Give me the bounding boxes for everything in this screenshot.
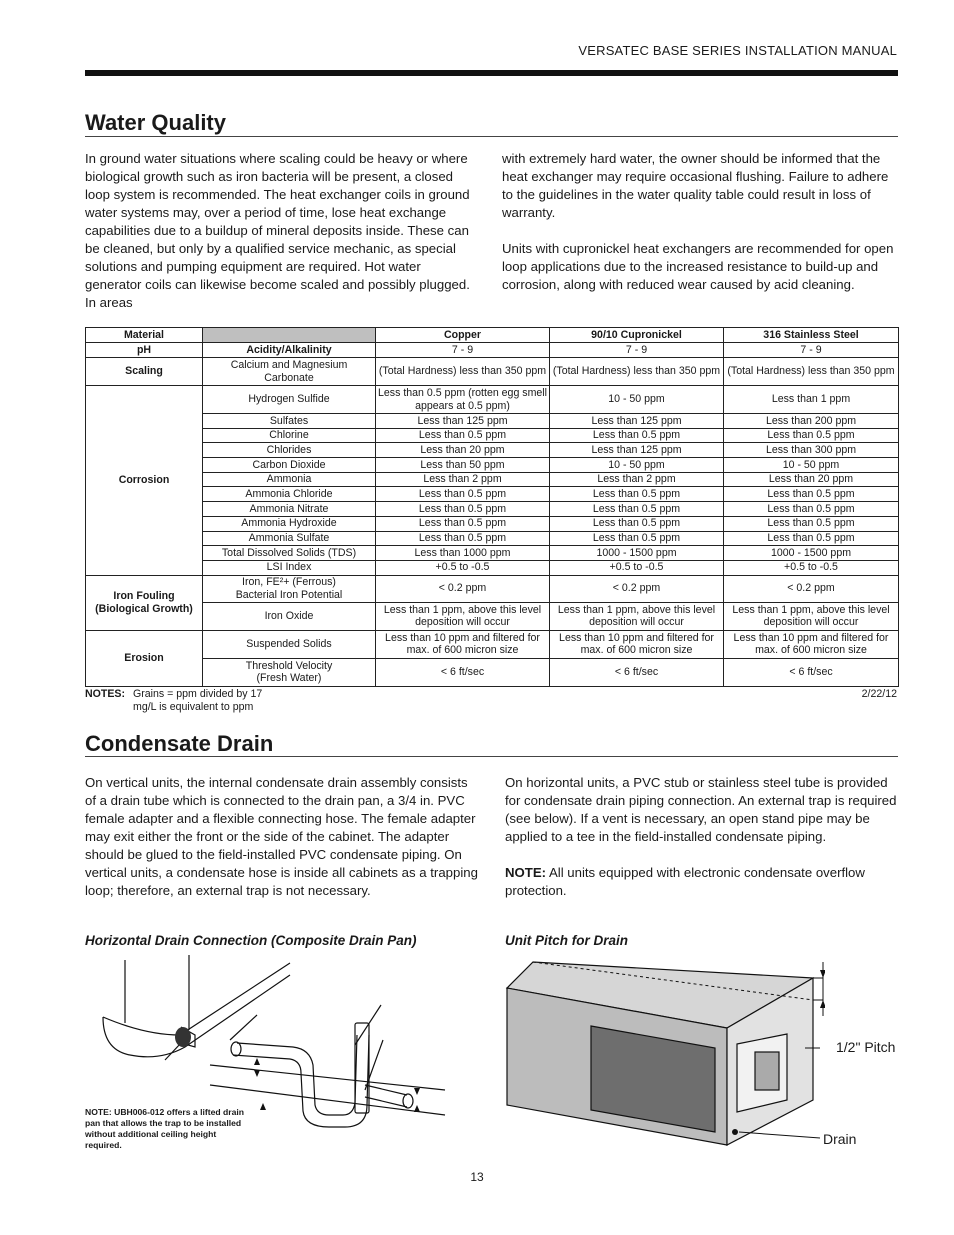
value-cell: 7 - 9 bbox=[376, 343, 550, 358]
value-cell: +0.5 to -0.5 bbox=[724, 560, 899, 575]
value-cell: Less than 300 ppm bbox=[724, 443, 899, 458]
unit-pitch-illustration bbox=[505, 960, 825, 1150]
value-cell: (Total Hardness) less than 350 ppm bbox=[376, 358, 550, 386]
value-cell: Less than 0.5 ppm bbox=[724, 487, 899, 502]
value-cell: Less than 0.5 ppm bbox=[724, 502, 899, 517]
param-cell: Sulfates bbox=[203, 414, 376, 429]
right-figure-caption: Unit Pitch for Drain bbox=[505, 933, 629, 948]
value-cell: 1000 - 1500 ppm bbox=[724, 546, 899, 561]
trap-pipe bbox=[237, 1035, 357, 1115]
param-cell: Ammonia Chloride bbox=[203, 487, 376, 502]
table-row bbox=[86, 414, 899, 429]
row-label: Erosion bbox=[86, 630, 203, 686]
water-quality-col1 bbox=[85, 150, 480, 312]
value-cell: < 0.2 ppm bbox=[724, 575, 899, 602]
table-row bbox=[86, 386, 899, 414]
value-cell: Less than 0.5 ppm bbox=[376, 516, 550, 531]
table-row bbox=[86, 472, 899, 487]
row-label-line: (Biological Growth) bbox=[95, 602, 193, 615]
table-row bbox=[86, 428, 899, 443]
note-paragraph bbox=[505, 864, 898, 900]
row-label: Corrosion bbox=[86, 386, 203, 576]
value-cell: Less than 20 ppm bbox=[724, 472, 899, 487]
note-label: NOTE: bbox=[505, 865, 547, 880]
value-cell: Less than 125 ppm bbox=[550, 443, 724, 458]
table-row bbox=[86, 630, 899, 658]
value-cell: Less than 2 ppm bbox=[550, 472, 724, 487]
callout-line bbox=[355, 1005, 381, 1045]
table-row bbox=[86, 602, 899, 630]
param-cell: Iron Oxide bbox=[203, 602, 376, 630]
value-cell: +0.5 to -0.5 bbox=[376, 560, 550, 575]
value-cell: < 6 ft/sec bbox=[550, 658, 724, 686]
pipe-end bbox=[403, 1094, 413, 1108]
drain-outlet bbox=[732, 1129, 738, 1135]
value-cell: Less than 0.5 ppm bbox=[376, 502, 550, 517]
header-cell: 90/10 Cupronickel bbox=[550, 328, 724, 343]
value-cell: 7 - 9 bbox=[550, 343, 724, 358]
drain-pan-edge bbox=[103, 963, 290, 1035]
row-label: pH bbox=[86, 343, 203, 358]
table-row bbox=[86, 487, 899, 502]
param-cell: Acidity/Alkalinity bbox=[203, 343, 376, 358]
value-cell: Less than 0.5 ppm bbox=[724, 516, 899, 531]
blower-icon bbox=[755, 1052, 779, 1090]
value-cell: Less than 125 ppm bbox=[376, 414, 550, 429]
value-cell: Less than 1000 ppm bbox=[376, 546, 550, 561]
value-cell: Less than 125 ppm bbox=[550, 414, 724, 429]
param-cell: Calcium and Magnesium Carbonate bbox=[203, 358, 376, 386]
row-label-line: Iron Fouling bbox=[113, 590, 175, 603]
paragraph: with extremely hard water, the owner should be informed that the heat exchanger may require occasional flushing. Failure to adhere to the guidelines in the water quality table could result in loss of warranty. bbox=[502, 151, 889, 220]
table-row bbox=[86, 560, 899, 575]
notes-label: NOTES: bbox=[85, 688, 126, 700]
value-cell: Less than 1 ppm, above this level deposition will occur bbox=[724, 602, 899, 630]
param-cell: Ammonia Hydroxide bbox=[203, 516, 376, 531]
header-cell: Copper bbox=[376, 328, 550, 343]
value-cell: Less than 0.5 ppm bbox=[550, 531, 724, 546]
arrow-up-icon bbox=[254, 1058, 260, 1065]
condensate-col2 bbox=[505, 774, 898, 900]
table-row bbox=[86, 458, 899, 473]
value-cell: < 6 ft/sec bbox=[724, 658, 899, 686]
value-cell: Less than 0.5 ppm bbox=[376, 487, 550, 502]
outlet-pipe bbox=[365, 1085, 407, 1095]
drain-label: Drain bbox=[823, 1131, 857, 1147]
param-cell: Suspended Solids bbox=[203, 630, 376, 658]
arrow-down-icon bbox=[254, 1070, 260, 1077]
pitch-label: 1/2" Pitch bbox=[836, 1039, 896, 1055]
table-date: 2/22/12 bbox=[861, 688, 897, 700]
value-cell: Less than 0.5 ppm bbox=[724, 428, 899, 443]
param-cell: Chlorides bbox=[203, 443, 376, 458]
pipe-end bbox=[231, 1042, 241, 1056]
arrow-up-icon bbox=[260, 1103, 266, 1110]
notes-line: mg/L is equivalent to ppm bbox=[133, 701, 254, 713]
value-cell: (Total Hardness) less than 350 ppm bbox=[550, 358, 724, 386]
value-cell: Less than 2 ppm bbox=[376, 472, 550, 487]
value-cell: Less than 20 ppm bbox=[376, 443, 550, 458]
value-cell: Less than 1 ppm bbox=[724, 386, 899, 414]
water-quality-table bbox=[85, 327, 899, 687]
value-cell: 1000 - 1500 ppm bbox=[550, 546, 724, 561]
note-text: All units equipped with electronic condensate overflow protection. bbox=[505, 865, 865, 898]
table-row bbox=[86, 516, 899, 531]
param-cell: Ammonia Nitrate bbox=[203, 502, 376, 517]
ceiling-line bbox=[210, 1065, 445, 1090]
table-row bbox=[86, 443, 899, 458]
paragraph: On vertical units, the internal condensate drain assembly consists of a drain tube which is connected to the drain pan, a 3/4 in. PVC female adapter and a flexible connecting hose. The female adapter may exit either the front or the side of the cabinet. The adapter should be glued to the field-installed PVC condensate piping. On vertical units, a condensate hose is inside all cabinets as a trapping loop; therefore, an external trap is not necessary. bbox=[85, 775, 478, 898]
param-cell: LSI Index bbox=[203, 560, 376, 575]
value-cell: Less than 10 ppm and filtered for max. of 600 micron size bbox=[724, 630, 899, 658]
drain-fitting bbox=[175, 1027, 191, 1047]
param-cell: Total Dissolved Solids (TDS) bbox=[203, 546, 376, 561]
value-cell: 10 - 50 ppm bbox=[550, 386, 724, 414]
value-cell: Less than 0.5 ppm bbox=[550, 487, 724, 502]
arrow-up-icon bbox=[414, 1105, 420, 1112]
value-cell: Less than 0.5 ppm bbox=[550, 502, 724, 517]
drain-leader-line bbox=[739, 1132, 820, 1138]
param-cell: Ammonia bbox=[203, 472, 376, 487]
paragraph: In ground water situations where scaling could be heavy or where biological growth such as iron bacteria will be present, a closed loop system is recommended. The heat exchanger coils in ground water systems may, over a period of time, lose heat exchange capabilities due to a buildup of mineral deposits inside. These can be cleaned, but only by a qualified service mechanic, as special solutions and pumping equipment are required. Hot water generator coils can likewise become scaled and possibly plugged. In areas bbox=[85, 151, 470, 310]
callout-line bbox=[230, 1015, 257, 1040]
table-row bbox=[86, 358, 899, 386]
value-cell: 7 - 9 bbox=[724, 343, 899, 358]
table-header-row bbox=[86, 328, 899, 343]
param-cell: Chlorine bbox=[203, 428, 376, 443]
value-cell: Less than 0.5 ppm bbox=[376, 428, 550, 443]
value-cell: (Total Hardness) less than 350 ppm bbox=[724, 358, 899, 386]
header-rule bbox=[85, 70, 898, 76]
value-cell: +0.5 to -0.5 bbox=[550, 560, 724, 575]
value-cell: Less than 200 ppm bbox=[724, 414, 899, 429]
page-number: 13 bbox=[470, 1170, 484, 1184]
value-cell: Less than 0.5 ppm bbox=[724, 531, 899, 546]
table-row bbox=[86, 502, 899, 517]
table-row bbox=[86, 343, 899, 358]
paragraph: On horizontal units, a PVC stub or stainless steel tube is provided for condensate drain piping connection. An external trap is required (see below). If a vent is necessary, an open stand pipe may be applied to a tee in the field-installed condensate piping. bbox=[505, 775, 897, 844]
left-figure-caption: Horizontal Drain Connection (Composite Drain Pan) bbox=[85, 933, 417, 948]
param-line: (Fresh Water) bbox=[256, 672, 322, 685]
condensate-heading: Condensate Drain bbox=[85, 731, 274, 756]
water-quality-col2 bbox=[502, 150, 898, 294]
table-row bbox=[86, 546, 899, 561]
value-cell: 10 - 50 ppm bbox=[550, 458, 724, 473]
notes-line: Grains = ppm divided by 17 bbox=[133, 688, 263, 700]
value-cell: < 0.2 ppm bbox=[376, 575, 550, 602]
param-line: Bacterial Iron Potential bbox=[235, 588, 343, 601]
value-cell: Less than 10 ppm and filtered for max. of 600 micron size bbox=[376, 630, 550, 658]
header-cell: 316 Stainless Steel bbox=[724, 328, 899, 343]
value-cell: Less than 0.5 ppm bbox=[550, 516, 724, 531]
value-cell: < 6 ft/sec bbox=[376, 658, 550, 686]
arrow-down-icon bbox=[414, 1088, 420, 1095]
param-cell: Hydrogen Sulfide bbox=[203, 386, 376, 414]
param-line: Threshold Velocity bbox=[245, 659, 333, 672]
value-cell: Less than 0.5 ppm bbox=[376, 531, 550, 546]
row-label bbox=[86, 575, 203, 630]
heading-rule bbox=[85, 756, 898, 757]
value-cell: Less than 0.5 ppm bbox=[550, 428, 724, 443]
paragraph: Units with cupronickel heat exchangers are recommended for open loop applications due to the increased resistance to build-up and corrosion, along with reduced wear caused by acid cleaning. bbox=[502, 241, 894, 292]
water-quality-heading: Water Quality bbox=[85, 110, 226, 135]
param-cell: Carbon Dioxide bbox=[203, 458, 376, 473]
header-cell-blank bbox=[203, 328, 376, 343]
table-row bbox=[86, 575, 899, 602]
table-notes bbox=[85, 688, 125, 701]
header-cell: Material bbox=[86, 328, 203, 343]
row-label: Scaling bbox=[86, 358, 203, 386]
callout-line bbox=[165, 1043, 181, 1060]
condensate-col1 bbox=[85, 774, 480, 900]
value-cell: Less than 10 ppm and filtered for max. of 600 micron size bbox=[550, 630, 724, 658]
value-cell: Less than 50 ppm bbox=[376, 458, 550, 473]
table-row bbox=[86, 658, 899, 686]
param-line: Iron, FE²+ (Ferrous) bbox=[242, 576, 336, 589]
header-title: VERSATEC BASE SERIES INSTALLATION MANUAL bbox=[578, 43, 897, 58]
value-cell: Less than 1 ppm, above this level deposition will occur bbox=[376, 602, 550, 630]
table-row bbox=[86, 531, 899, 546]
param-cell bbox=[203, 575, 376, 602]
value-cell: Less than 1 ppm, above this level deposition will occur bbox=[550, 602, 724, 630]
param-cell: Ammonia Sulfate bbox=[203, 531, 376, 546]
left-figure-note: NOTE: UBH006-012 offers a lifted drain pan that allows the trap to be installed without additional ceiling height required. bbox=[85, 1107, 245, 1150]
param-cell bbox=[203, 658, 376, 686]
heading-rule bbox=[85, 136, 898, 137]
value-cell: < 0.2 ppm bbox=[550, 575, 724, 602]
value-cell: 10 - 50 ppm bbox=[724, 458, 899, 473]
value-cell: Less than 0.5 ppm (rotten egg smell appears at 0.5 ppm) bbox=[376, 386, 550, 414]
